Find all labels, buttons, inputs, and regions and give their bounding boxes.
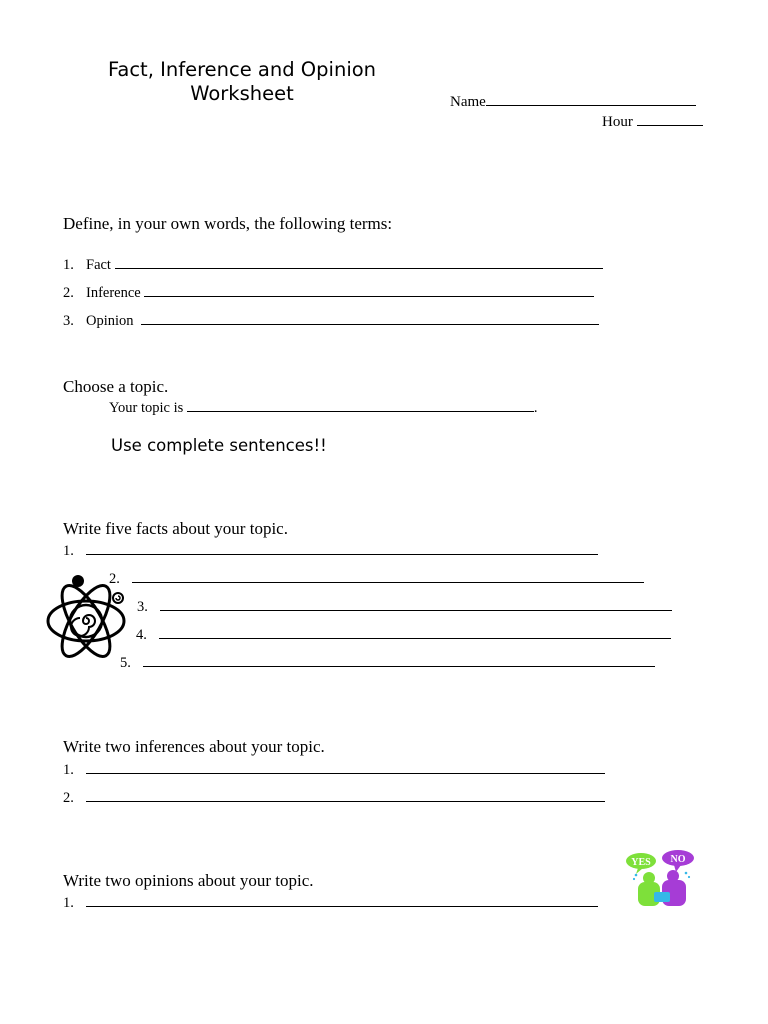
fact-line-3 bbox=[137, 597, 672, 616]
opinion-num: 1. bbox=[63, 895, 74, 911]
define-blank-opinion[interactable] bbox=[141, 311, 599, 325]
yes-label: YES bbox=[631, 857, 651, 868]
opinion-line-1 bbox=[63, 893, 598, 912]
inference-blank-1[interactable] bbox=[86, 760, 605, 774]
inference-blank-2[interactable] bbox=[86, 788, 605, 802]
fact-line-2 bbox=[109, 569, 644, 588]
topic-line bbox=[109, 398, 538, 417]
define-item-label: Fact bbox=[86, 257, 111, 273]
worksheet-title bbox=[62, 58, 422, 106]
fact-blank-2[interactable] bbox=[132, 569, 644, 583]
define-item-num: 3. bbox=[63, 313, 74, 329]
name-label: Name bbox=[450, 94, 486, 110]
topic-heading: Choose a topic. bbox=[63, 377, 169, 396]
fact-num: 3. bbox=[137, 599, 148, 615]
fact-num: 4. bbox=[136, 627, 147, 643]
opinion-blank-1[interactable] bbox=[86, 893, 598, 907]
fact-blank-5[interactable] bbox=[143, 653, 655, 667]
yes-no-icon bbox=[624, 848, 698, 910]
hour-field[interactable] bbox=[602, 112, 703, 131]
no-label: NO bbox=[670, 854, 686, 865]
hour-blank[interactable] bbox=[637, 112, 703, 126]
topic-blank[interactable] bbox=[187, 398, 534, 412]
fact-blank-3[interactable] bbox=[160, 597, 672, 611]
hour-label: Hour bbox=[602, 114, 633, 130]
define-blank-fact[interactable] bbox=[115, 255, 603, 269]
fact-num: 1. bbox=[63, 543, 74, 559]
define-blank-inference[interactable] bbox=[144, 283, 594, 297]
inference-line-2 bbox=[63, 788, 605, 807]
fact-blank-4[interactable] bbox=[159, 625, 671, 639]
fact-blank-1[interactable] bbox=[86, 541, 598, 555]
topic-prompt: Your topic is bbox=[109, 400, 184, 416]
define-item-opinion bbox=[63, 311, 599, 330]
define-item-fact bbox=[63, 255, 603, 274]
fact-line-1 bbox=[63, 541, 598, 560]
inferences-heading: Write two inferences about your topic. bbox=[63, 737, 325, 756]
inference-num: 1. bbox=[63, 762, 74, 778]
facts-heading: Write five facts about your topic. bbox=[63, 519, 288, 538]
define-item-num: 1. bbox=[63, 257, 74, 273]
define-item-num: 2. bbox=[63, 285, 74, 301]
title-line-2: Worksheet bbox=[190, 82, 294, 105]
title-line-1: Fact, Inference and Opinion bbox=[107, 58, 377, 81]
atom-icon bbox=[44, 572, 128, 668]
define-item-label: Opinion bbox=[86, 313, 134, 329]
fact-line-4 bbox=[136, 625, 671, 644]
define-heading: Define, in your own words, the following terms: bbox=[63, 214, 393, 233]
topic-end: . bbox=[533, 400, 538, 416]
opinions-heading: Write two opinions about your topic. bbox=[63, 871, 314, 890]
fact-num: 2. bbox=[109, 571, 120, 587]
define-item-inference bbox=[63, 283, 594, 302]
fact-num: 5. bbox=[120, 655, 131, 671]
fact-line-5 bbox=[120, 653, 655, 672]
define-item-label: Inference bbox=[86, 285, 141, 301]
inference-num: 2. bbox=[63, 790, 74, 806]
name-blank[interactable] bbox=[486, 92, 696, 106]
complete-sentences-note: Use complete sentences!! bbox=[111, 436, 327, 455]
inference-line-1 bbox=[63, 760, 605, 779]
name-field[interactable] bbox=[450, 92, 696, 111]
